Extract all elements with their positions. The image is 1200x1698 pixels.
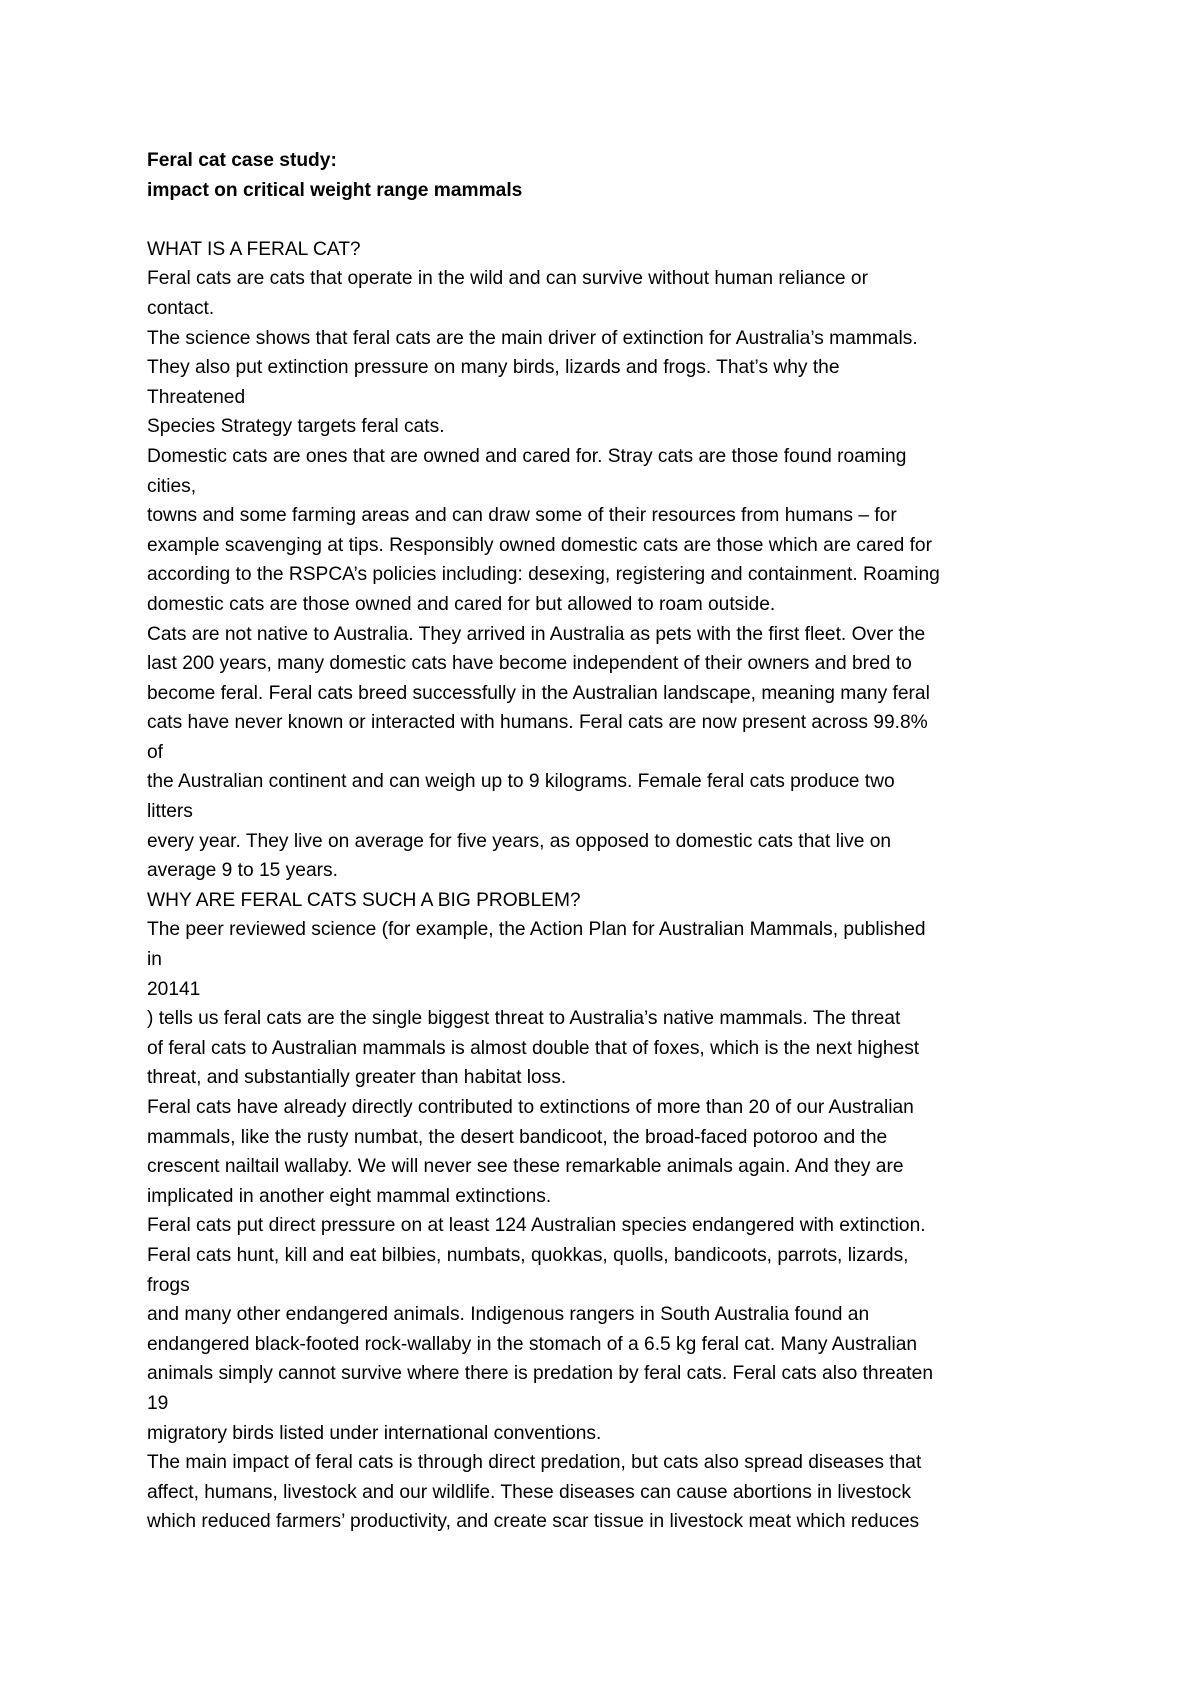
text-line: according to the RSPCA’s policies including: desexing, registering and containment. Roaming	[147, 564, 940, 586]
text-line: the Australian continent and can weigh up to 9 kilograms. Female feral cats produce two	[147, 771, 895, 793]
text-line: example scavenging at tips. Responsibly owned domestic cats are those which are cared for	[147, 534, 932, 556]
text-line: frogs	[147, 1274, 190, 1296]
text-line: Cats are not native to Australia. They arrived in Australia as pets with the first fleet. Over the	[147, 623, 926, 645]
text-line: The main impact of feral cats is through direct predation, but cats also spread diseases that	[147, 1452, 922, 1474]
document-title: Feral cat case study:	[147, 150, 337, 171]
text-line: migratory birds listed under international conventions.	[147, 1422, 602, 1444]
text-line: cats have never known or interacted with humans. Feral cats are now present across 99.8%	[147, 712, 928, 734]
text-line: Feral cats put direct pressure on at least 124 Australian species endangered with extinction.	[147, 1215, 926, 1237]
text-line: The peer reviewed science (for example, the Action Plan for Australian Mammals, published	[147, 919, 926, 941]
text-line: last 200 years, many domestic cats have become independent of their owners and bred to	[147, 653, 912, 675]
text-line: of feral cats to Australian mammals is almost double that of foxes, which is the next highest	[147, 1037, 920, 1059]
text-line: animals simply cannot survive where there is predation by feral cats. Feral cats also threaten	[147, 1363, 933, 1385]
text-line: They also put extinction pressure on many birds, lizards and frogs. That’s why the	[147, 357, 840, 379]
text-line: ) tells us feral cats are the single biggest threat to Australia’s native mammals. The threat	[147, 1008, 901, 1030]
document-body	[147, 146, 1067, 1537]
text-line: WHAT IS A FERAL CAT?	[147, 238, 361, 260]
text-line: average 9 to 15 years.	[147, 860, 338, 882]
text-line: cities,	[147, 475, 197, 497]
text-line: Threatened	[147, 386, 246, 408]
text-line: mammals, like the rusty numbat, the desert bandicoot, the broad-faced potoroo and the	[147, 1126, 888, 1148]
text-line: which reduced farmers’ productivity, and create scar tissue in livestock meat which reduces	[147, 1511, 920, 1533]
text-line: 19	[147, 1392, 169, 1414]
text-line: towns and some farming areas and can draw some of their resources from humans – for	[147, 505, 897, 527]
text-line: litters	[147, 801, 193, 823]
body-text	[147, 235, 1067, 1537]
text-line: every year. They live on average for five years, as opposed to domestic cats that live on	[147, 830, 892, 852]
text-line: domestic cats are those owned and cared for but allowed to roam outside.	[147, 593, 776, 615]
text-line: Feral cats have already directly contributed to extinctions of more than 20 of our Australian	[147, 1097, 914, 1118]
text-line: of	[147, 741, 164, 763]
text-line: in	[147, 949, 162, 971]
text-line: implicated in another eight mammal extinctions.	[147, 1185, 552, 1207]
text-line: The science shows that feral cats are the main driver of extinction for Australia’s mammals.	[147, 327, 918, 349]
text-line: Feral cats are cats that operate in the wild and can survive without human reliance or	[147, 268, 868, 290]
text-line: WHY ARE FERAL CATS SUCH A BIG PROBLEM?	[147, 889, 581, 911]
text-line: Domestic cats are ones that are owned and cared for. Stray cats are those found roaming	[147, 445, 907, 467]
text-line: threat, and substantially greater than habitat loss.	[147, 1067, 567, 1089]
text-line: endangered black-footed rock-wallaby in the stomach of a 6.5 kg feral cat. Many Australian	[147, 1333, 918, 1355]
text-line: contact.	[147, 297, 215, 319]
text-line: Feral cats hunt, kill and eat bilbies, numbats, quokkas, quolls, bandicoots, parrots, lizards,	[147, 1244, 909, 1266]
blank-line	[147, 205, 1067, 235]
text-line: and many other endangered animals. Indigenous rangers in South Australia found an	[147, 1304, 870, 1326]
text-line: become feral. Feral cats breed successfully in the Australian landscape, meaning many feral	[147, 682, 930, 704]
text-line: affect, humans, livestock and our wildlife. These diseases can cause abortions in livestock	[147, 1481, 911, 1503]
text-line: Species Strategy targets feral cats.	[147, 416, 445, 438]
text-line: crescent nailtail wallaby. We will never see these remarkable animals again. And they are	[147, 1156, 904, 1178]
document-subtitle: impact on critical weight range mammals	[147, 179, 523, 201]
text-line: 20141	[147, 978, 201, 1000]
